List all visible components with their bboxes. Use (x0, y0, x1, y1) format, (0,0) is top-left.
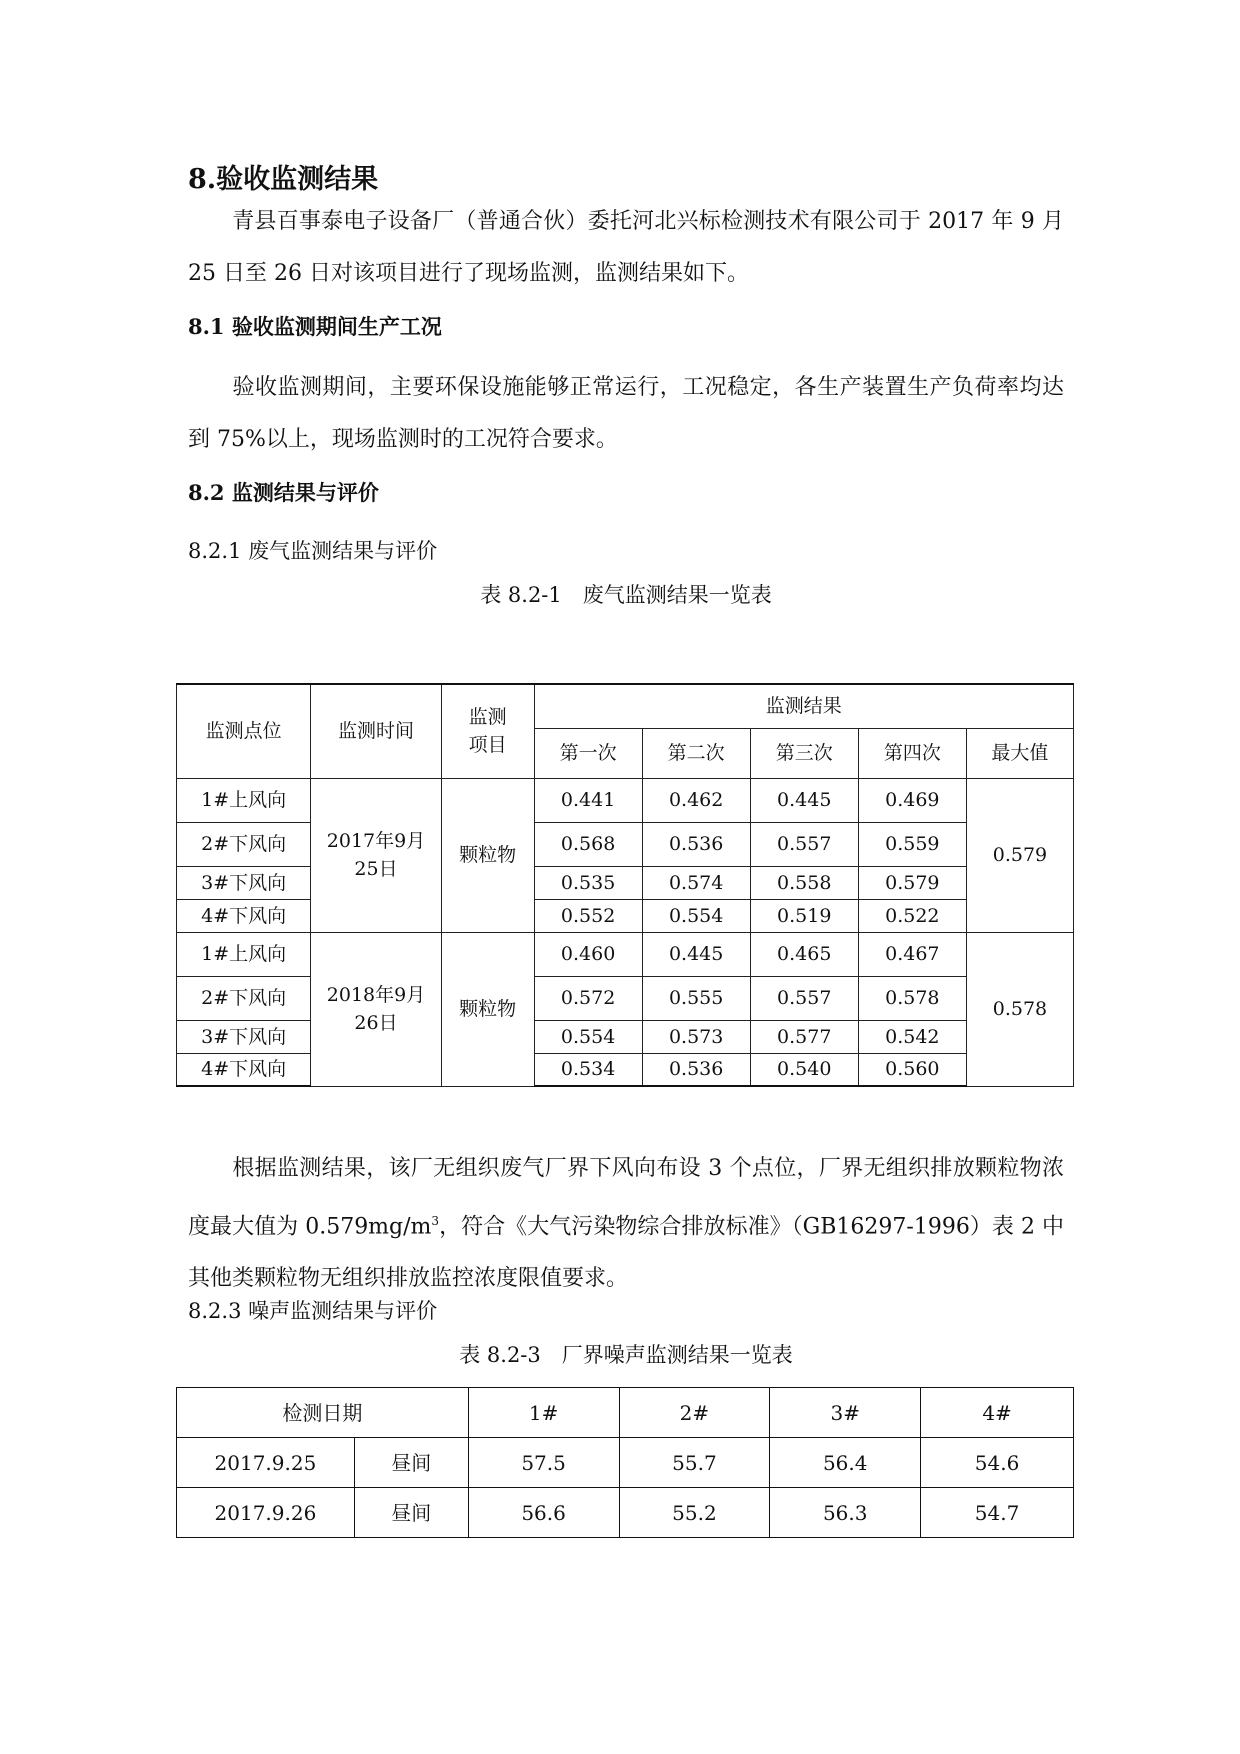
section-8-1-paragraph (188, 362, 1064, 466)
unit-superscript: 3 (431, 1214, 440, 1228)
value-cell: 0.568 (534, 822, 642, 866)
period-cell: 昼间 (354, 1488, 468, 1538)
table-header-row (177, 1388, 1074, 1438)
header-results: 监测结果 (534, 684, 1073, 728)
conclusion-text-2: ，符合《大气污染物综合排放标准》（GB16297-1996）表 2 中其他类颗粒物无组织排放监控浓度限值要求。 (188, 1214, 1064, 1292)
section-8-1-text: 验收监测期间，主要环保设施能够正常运行，工况稳定，各生产装置生产负荷率均达到 75%以上，现场监测时的工况符合要求。 (188, 375, 1064, 452)
value-cell: 0.445 (750, 778, 858, 822)
conclusion-text-1: 根据监测结果，该厂无组织废气厂界下风向布设 3 个点位，厂界无组织排放颗粒物浓度最大值为 0.579mg/m (188, 1156, 1064, 1240)
value-cell: 0.552 (534, 899, 642, 932)
value-cell: 0.542 (858, 1020, 966, 1053)
max-cell: 0.579 (966, 778, 1073, 932)
section-8-2-title: 8.2 监测结果与评价 (188, 480, 379, 505)
date-cell: 2017年9月25日 (311, 778, 441, 932)
value-cell: 0.522 (858, 899, 966, 932)
header-point: 监测点位 (177, 684, 311, 778)
value-cell: 56.4 (770, 1438, 921, 1488)
header-point-3: 3# (770, 1388, 921, 1438)
point-cell: 1#上风向 (177, 932, 311, 976)
header-point-4: 4# (921, 1388, 1074, 1438)
value-cell: 0.469 (858, 778, 966, 822)
header-point-1: 1# (468, 1388, 619, 1438)
point-cell: 2#下风向 (177, 822, 311, 866)
intro-text: 青县百事泰电子设备厂（普通合伙）委托河北兴标检测技术有限公司于 2017 年 9 月 25 日至 26 日对该项目进行了现场监测，监测结果如下。 (188, 209, 1064, 286)
point-cell: 2#下风向 (177, 976, 311, 1020)
header-max: 最大值 (966, 728, 1073, 778)
value-cell: 56.3 (770, 1488, 921, 1538)
date-cell: 2017.9.26 (177, 1488, 355, 1538)
value-cell: 0.557 (750, 976, 858, 1020)
section-8-2-3-title: 8.2.3 噪声监测结果与评价 (188, 1299, 438, 1323)
table-1-caption: 表 8.2-1 废气监测结果一览表 (480, 583, 772, 607)
max-cell: 0.578 (966, 932, 1073, 1086)
item-cell: 颗粒物 (441, 932, 534, 1086)
table-row (177, 932, 1074, 976)
value-cell: 0.557 (750, 822, 858, 866)
value-cell: 0.578 (858, 976, 966, 1020)
item-cell: 颗粒物 (441, 778, 534, 932)
section-8-1-title: 8.1 验收监测期间生产工况 (188, 314, 442, 339)
value-cell: 0.555 (642, 976, 750, 1020)
noise-table (176, 1387, 1074, 1538)
value-cell: 0.465 (750, 932, 858, 976)
page-title: 8.验收监测结果 (188, 164, 379, 195)
table-row (177, 778, 1074, 822)
value-cell: 0.536 (642, 822, 750, 866)
header-run-1: 第一次 (534, 728, 642, 778)
value-cell: 0.441 (534, 778, 642, 822)
table-row (177, 1438, 1074, 1488)
header-date: 检测日期 (177, 1388, 469, 1438)
value-cell: 0.554 (642, 899, 750, 932)
value-cell: 0.445 (642, 932, 750, 976)
value-cell: 0.573 (642, 1020, 750, 1053)
header-item: 监测项目 (441, 684, 534, 778)
period-cell: 昼间 (354, 1438, 468, 1488)
value-cell: 0.559 (858, 822, 966, 866)
value-cell: 0.462 (642, 778, 750, 822)
value-cell: 0.572 (534, 976, 642, 1020)
table-2-caption: 表 8.2-3 厂界噪声监测结果一览表 (459, 1343, 793, 1367)
conclusion-paragraph (188, 1143, 1064, 1305)
value-cell: 0.577 (750, 1020, 858, 1053)
date-cell: 2017.9.25 (177, 1438, 355, 1488)
value-cell: 0.534 (534, 1053, 642, 1086)
value-cell: 0.519 (750, 899, 858, 932)
value-cell: 54.7 (921, 1488, 1074, 1538)
point-cell: 4#下风向 (177, 899, 311, 932)
point-cell: 3#下风向 (177, 1020, 311, 1053)
header-run-4: 第四次 (858, 728, 966, 778)
point-cell: 4#下风向 (177, 1053, 311, 1086)
intro-paragraph (188, 196, 1064, 300)
value-cell: 0.579 (858, 866, 966, 899)
value-cell: 0.574 (642, 866, 750, 899)
header-time: 监测时间 (311, 684, 441, 778)
date-cell: 2018年9月26日 (311, 932, 441, 1086)
header-run-2: 第二次 (642, 728, 750, 778)
header-point-2: 2# (619, 1388, 770, 1438)
value-cell: 0.554 (534, 1020, 642, 1053)
header-run-3: 第三次 (750, 728, 858, 778)
value-cell: 0.540 (750, 1053, 858, 1086)
value-cell: 0.536 (642, 1053, 750, 1086)
value-cell: 0.535 (534, 866, 642, 899)
table-row (177, 1488, 1074, 1538)
value-cell: 55.2 (619, 1488, 770, 1538)
point-cell: 3#下风向 (177, 866, 311, 899)
value-cell: 0.560 (858, 1053, 966, 1086)
value-cell: 56.6 (468, 1488, 619, 1538)
value-cell: 57.5 (468, 1438, 619, 1488)
point-cell: 1#上风向 (177, 778, 311, 822)
value-cell: 0.467 (858, 932, 966, 976)
section-8-2-1-title: 8.2.1 废气监测结果与评价 (188, 539, 438, 563)
value-cell: 0.460 (534, 932, 642, 976)
value-cell: 55.7 (619, 1438, 770, 1488)
value-cell: 54.6 (921, 1438, 1074, 1488)
value-cell: 0.558 (750, 866, 858, 899)
exhaust-gas-table (176, 683, 1074, 1087)
